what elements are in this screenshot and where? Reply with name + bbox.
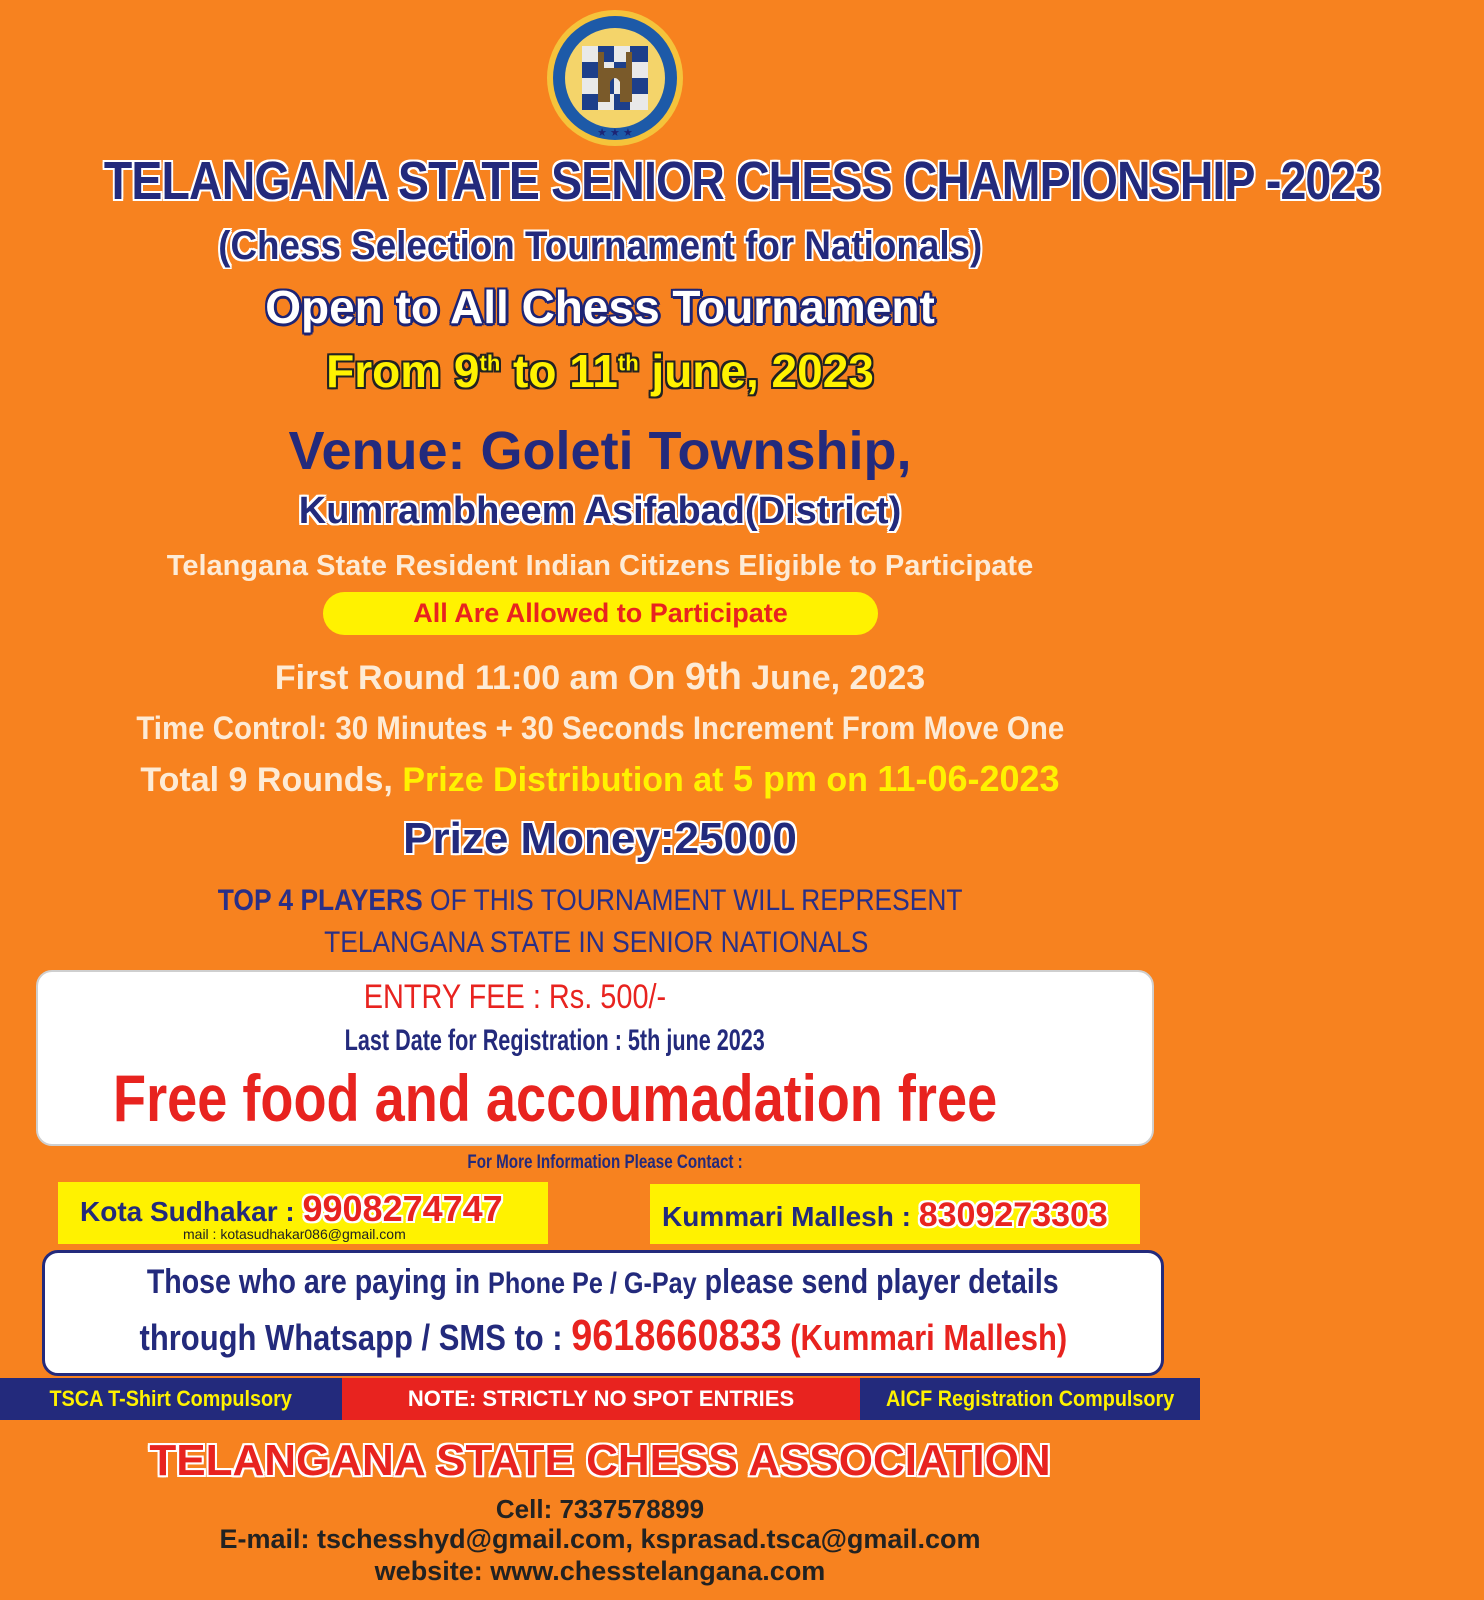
venue-district: Kumrambheem Asifabad(District): [298, 490, 902, 532]
tshirt-compulsory-bar: TSCA T-Shirt Compulsory: [0, 1378, 342, 1420]
payment-info-box: [42, 1250, 1164, 1376]
first-round-info: First Round 11:00 am On 9th June, 2023: [274, 656, 926, 698]
prize-money: Prize Money:25000: [403, 814, 797, 863]
open-tournament-text: Open to All Chess Tournament: [265, 281, 935, 333]
chess-association-logo: [540, 8, 690, 148]
venue: Venue: Goleti Township,: [288, 421, 912, 481]
association-website[interactable]: website: www.chesstelangana.com: [374, 1556, 826, 1586]
subtitle: (Chess Selection Tournament for Nationals): [217, 224, 983, 268]
no-spot-entries-bar: NOTE: STRICTLY NO SPOT ENTRIES: [342, 1378, 860, 1420]
top-players-line2: TELANGANA STATE IN SENIOR NATIONALS: [323, 926, 869, 959]
contact-name: Kota Sudhakar :: [80, 1196, 303, 1227]
last-registration-date: Last Date for Registration : 5th june 2023: [344, 1024, 766, 1057]
svg-text:★ ★ ★: ★ ★ ★: [597, 127, 633, 139]
payment-line-2: through Whatsapp / SMS to : 9618660833 (Kummari Mallesh): [139, 1311, 1067, 1360]
top-players-line1: TOP 4 PLAYERS OF THIS TOURNAMENT WILL REPRESENT: [217, 884, 963, 917]
association-name: TELANGANA STATE CHESS ASSOCIATION: [149, 1436, 1051, 1485]
time-control: Time Control: 30 Minutes + 30 Seconds Increment From Move One: [136, 710, 1064, 746]
entry-fee: ENTRY FEE : Rs. 500/-: [363, 978, 667, 1016]
all-allowed-badge: All Are Allowed to Participate: [323, 592, 878, 635]
page-title: TELANGANA STATE SENIOR CHESS CHAMPIONSHIP -2023: [103, 151, 1381, 211]
association-email[interactable]: E-mail: tschesshyd@gmail.com, ksprasad.tsca@gmail.com: [219, 1524, 981, 1554]
contact-email[interactable]: mail : kotasudhakar086@gmail.com: [183, 1226, 406, 1242]
contact-phone[interactable]: 9908274747: [302, 1188, 503, 1229]
free-food-notice: Free food and accoumadation free: [112, 1061, 998, 1135]
contact-card-mallesh: [650, 1184, 1140, 1244]
eligibility-text: Telangana State Resident Indian Citizens Eligible to Participate: [166, 550, 1034, 582]
contact-name: Kummari Mallesh :: [662, 1201, 919, 1232]
payment-line-1: Those who are paying in Phone Pe / G-Pay please send player details: [147, 1263, 1059, 1301]
rounds-prize-info: Total 9 Rounds, Prize Distribution at 5 pm on 11-06-2023: [140, 758, 1060, 799]
aicf-registration-bar: AICF Registration Compulsory: [860, 1378, 1200, 1420]
contact-card-sudhakar: [58, 1182, 548, 1244]
association-cell[interactable]: Cell: 7337578899: [495, 1494, 705, 1524]
more-info-label: For More Information Please Contact :: [467, 1152, 743, 1173]
contact-phone[interactable]: 8309273303: [918, 1196, 1108, 1234]
tournament-dates: From 9th to 11th june, 2023: [326, 345, 874, 397]
entry-fee-box: [36, 970, 1154, 1146]
